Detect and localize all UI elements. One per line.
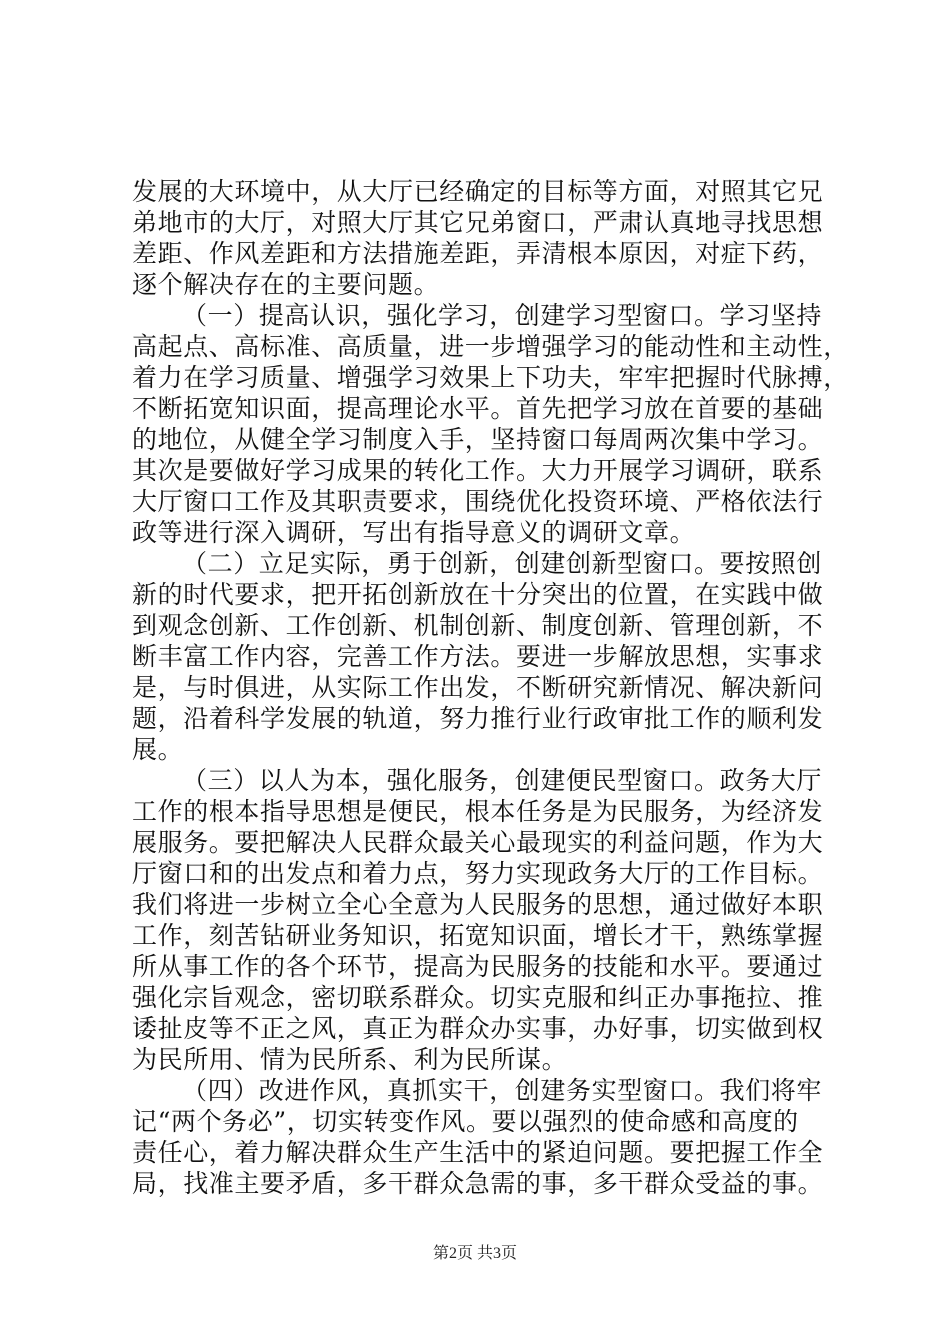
text-line: 是，与时俱进，从实际工作出发，不断研究新情况、解决新问: [132, 673, 824, 702]
text-line: 高起点、高标准、高质量，进一步增强学习的能动性和主动性，: [132, 332, 849, 361]
paragraph-heading-2: （二）立足实际，勇于创新，创建创新型窗口。要按照创: [182, 549, 823, 578]
text-line: 诿扯皮等不正之风，真正为群众办实事，办好事，切实做到权: [132, 1014, 824, 1043]
text-line: 政等进行深入调研，写出有指导意义的调研文章。: [132, 518, 696, 547]
text-line: 所从事工作的各个环节，提高为民服务的技能和水平。要通过: [132, 952, 824, 981]
text-line: 为民所用、情为民所系、利为民所谋。: [132, 1045, 568, 1074]
text-line: 其次是要做好学习成果的转化工作。大力开展学习调研，联系: [132, 456, 824, 485]
text-line: 工作的根本指导思想是便民，根本任务是为民服务，为经济发: [132, 797, 824, 826]
text-line: 强化宗旨观念，密切联系群众。切实克服和纠正办事拖拉、推: [132, 983, 824, 1012]
text-line: 逐个解决存在的主要问题。: [132, 270, 440, 299]
text-line: 新的时代要求，把开拓创新放在十分突出的位置，在实践中做: [132, 580, 824, 609]
text-line: 责任心，着力解决群众生产生活中的紧迫问题。要把握工作全: [132, 1138, 824, 1167]
text-line: 着力在学习质量、增强学习效果上下功夫，牢牢把握时代脉搏，: [132, 363, 849, 392]
text-line: 不断拓宽知识面，提高理论水平。首先把学习放在首要的基础: [132, 394, 824, 423]
text-line: 的地位，从健全学习制度入手，坚持窗口每周两次集中学习。: [132, 425, 824, 454]
text-line: 局，找准主要矛盾，多干群众急需的事，多干群众受益的事。: [132, 1169, 824, 1198]
text-line: 发展的大环境中，从大厅已经确定的目标等方面，对照其它兄: [132, 177, 824, 206]
text-line: 记“两个务必”，切实转变作风。要以强烈的使命感和高度的: [132, 1107, 799, 1136]
text-line: 大厅窗口工作及其职责要求，围绕优化投资环境、严格依法行: [132, 487, 824, 516]
text-line: 断丰富工作内容，完善工作方法。要进一步解放思想，实事求: [132, 642, 824, 671]
body-text: [132, 176, 849, 1199]
text-line: 工作，刻苦钻研业务知识，拓宽知识面，增长才干，熟练掌握: [132, 921, 824, 950]
text-line: 差距、作风差距和方法措施差距，弄清根本原因，对症下药，: [132, 239, 824, 268]
text-line: 题，沿着科学发展的轨道，努力推行业行政审批工作的顺利发: [132, 704, 824, 733]
paragraph-heading-3: （三）以人为本，强化服务，创建便民型窗口。政务大厅: [182, 766, 823, 795]
paragraph-heading-4: （四）改进作风，真抓实干，创建务实型窗口。我们将牢: [182, 1076, 823, 1105]
text-line: 弟地市的大厅，对照大厅其它兄弟窗口，严肃认真地寻找思想: [132, 208, 824, 237]
text-line: 厅窗口和的出发点和着力点，努力实现政务大厅的工作目标。: [132, 859, 824, 888]
paragraph-heading-1: （一）提高认识，强化学习，创建学习型窗口。学习坚持: [182, 301, 823, 330]
text-line: 展。: [132, 735, 184, 764]
text-line: 到观念创新、工作创新、机制创新、制度创新、管理创新，不: [132, 611, 824, 640]
text-line: 我们将进一步树立全心全意为人民服务的思想，通过做好本职: [132, 890, 824, 919]
page-number-footer: 第2页 共3页: [432, 1245, 517, 1262]
text-line: 展服务。要把解决人民群众最关心最现实的利益问题，作为大: [132, 828, 824, 857]
